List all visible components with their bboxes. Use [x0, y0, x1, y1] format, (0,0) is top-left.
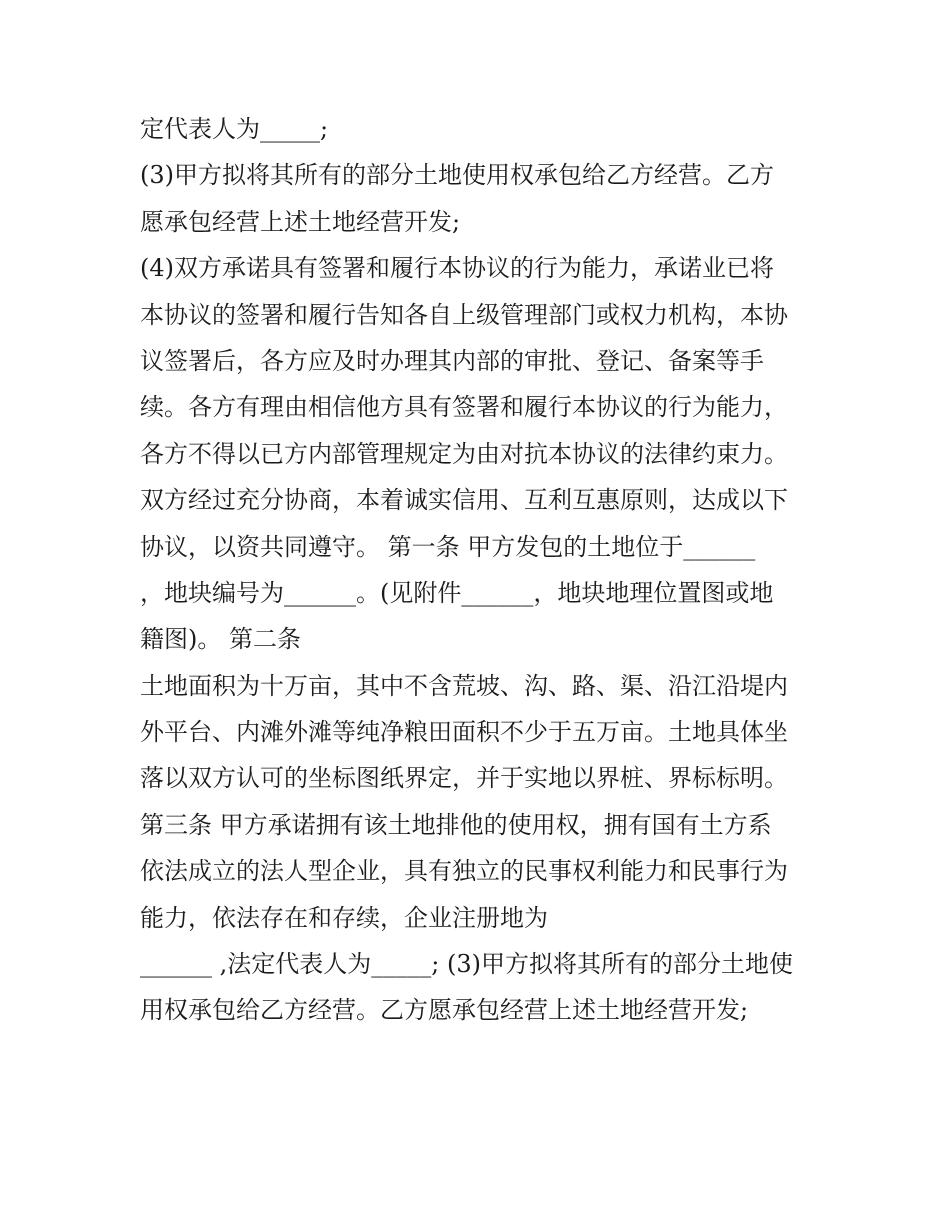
text-line: (3)甲方拟将其所有的部分土地使用权承包给乙方经营。乙方	[140, 161, 774, 190]
text-line: 土地面积为十万亩，其中不含荒坡、沟、路、渠、沿江沿堤内	[140, 671, 788, 700]
text-line: 续。各方有理由相信他方具有签署和履行本协议的行为能力，	[140, 393, 788, 422]
text-line: 能力，依法存在和存续，企业注册地为	[140, 903, 548, 932]
text-line: 愿承包经营上述土地经营开发;	[140, 207, 461, 236]
text-line: 本协议的签署和履行告知各自上级管理部门或权力机构，本协	[140, 300, 788, 329]
text-line: 第三条 甲方承诺拥有该土地排他的使用权，拥有国有土方系	[140, 810, 772, 839]
text-line: 用权承包给乙方经营。乙方愿承包经营上述土地经营开发;	[140, 996, 749, 1025]
text-line: 依法成立的法人型企业，具有独立的民事权利能力和民事行为	[140, 857, 788, 886]
text-line: 双方经过充分协商，本着诚实信用、互利互惠原则，达成以下	[140, 486, 788, 515]
text-line: 协议，以资共同遵守。 第一条 甲方发包的土地位于______	[140, 532, 756, 561]
text-line: ______ ,法定代表人为_____; (3)甲方拟将其所有的部分土地使	[140, 950, 793, 979]
text-line: 外平台、内滩外滩等纯净粮田面积不少于五万亩。土地具体坐	[140, 718, 788, 747]
text-line: 定代表人为_____;	[140, 115, 329, 143]
contract-text-body	[140, 106, 830, 1034]
text-line: (4)双方承诺具有签署和履行本协议的行为能力，承诺业已将	[140, 254, 774, 283]
text-line: 各方不得以已方内部管理规定为由对抗本协议的法律约束力。	[140, 439, 788, 468]
text-line: 议签署后，各方应及时办理其内部的审批、登记、备案等手	[140, 346, 764, 375]
text-line: ，地块编号为______。(见附件______，地块地理位置图或地	[140, 578, 774, 607]
text-line: 落以双方认可的坐标图纸界定，并于实地以界桩、界标标明。	[140, 764, 788, 793]
text-line: 籍图)。 第二条	[140, 625, 301, 654]
